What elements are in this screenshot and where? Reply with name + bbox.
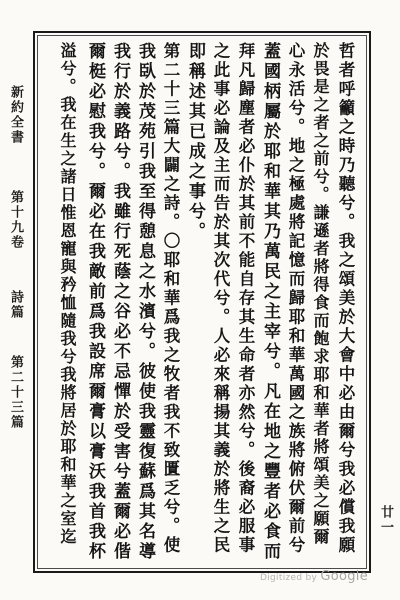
- text-column: 爾梃必慰我兮。爾必在我敵前爲我設席爾膏以膏沃我首我杯: [85, 42, 105, 562]
- text-column: 即稱述其已成之事兮。: [185, 42, 205, 242]
- margin-book-title: 新約全書: [8, 85, 23, 145]
- text-column: 於畏是之者之前兮。謙遜者將得食而飽求耶和華者將頌美之願爾: [311, 42, 330, 546]
- text-column: 蓋國柄屬於耶和華其乃萬民之主宰兮。凡在地之豐者必食而: [260, 42, 280, 562]
- text-column: 溢兮。我在生之諸日惟恩寵與矜恤隨我兮我將居於耶和華之室迄: [58, 42, 77, 546]
- text-column: 之此事必論及主而告於其次代兮。人必來稱揚其義於將生之民: [211, 42, 230, 555]
- margin-volume: 第十九卷: [8, 190, 23, 250]
- text-column: 我臥於茂苑引我至得憩息之水濱兮。彼使我靈復蘇爲其名導: [135, 42, 155, 562]
- margin-page-number: 廿一: [378, 505, 393, 535]
- text-column: 第二十三篇大闢之詩。〇耶和華爲我之牧者我不致匱乏兮。使: [161, 42, 180, 555]
- text-column: 哲者呼籲之時乃聽兮。我之頌美於大會中必由爾兮我必償我願: [336, 42, 355, 555]
- margin-chapter: 第二十三篇: [8, 355, 23, 430]
- margin-section: 詩篇: [8, 290, 23, 320]
- digitized-watermark: [260, 569, 368, 584]
- google-wordmark: Google: [320, 569, 368, 584]
- text-column: 我行於義路兮。我雖行死蔭之谷必不忌憚於受害兮蓋爾必偕: [110, 42, 130, 562]
- digitized-label: Digitized by: [260, 573, 318, 583]
- text-column: 心永活兮。地之極處將記憶而歸耶和華萬國之族將俯伏爾前兮: [286, 42, 305, 555]
- text-column: 拜凡歸塵者必仆於其前不能自存其生命者亦然兮。後裔必服事: [236, 42, 255, 555]
